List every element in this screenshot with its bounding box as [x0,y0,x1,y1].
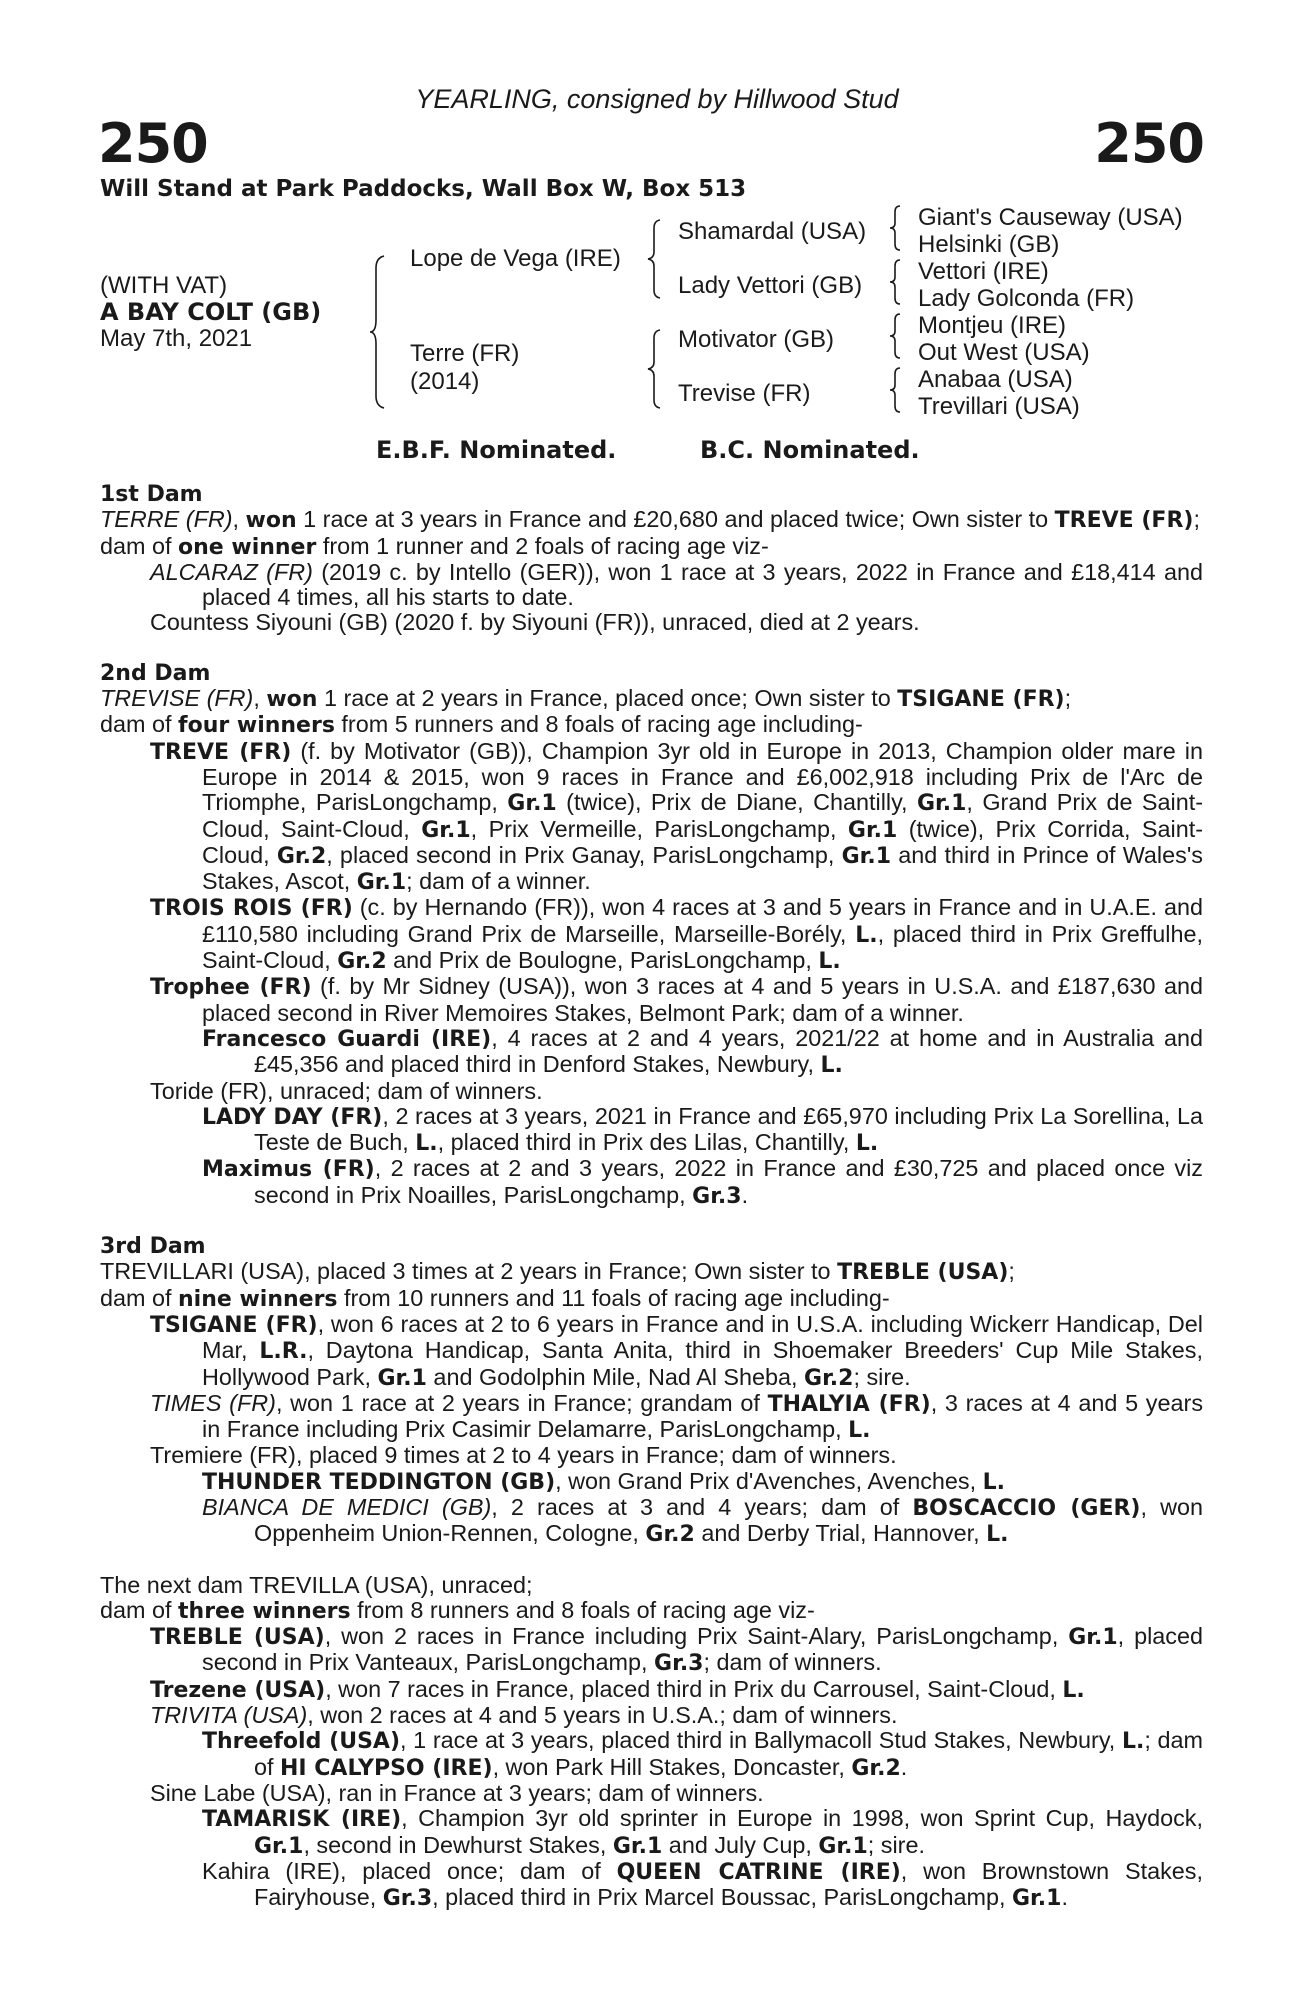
section-heading: 2nd Dam [100,660,211,686]
produce-entry: TROIS ROIS (FR) (c. by Hernando (FR)), won 4 races at 3 and 5 years in France and in U.A.E. and £110,580 including Grand Prix de Marseille, Marseille-Borély, L., placed third in Prix Greffulhe, Saint-Cloud, Gr.2 and Prix de Boulogne, ParisLongchamp, L. [150,894,1203,975]
pedigree-bracket-g4 [890,366,906,416]
pedigree-dam: Terre (FR) [410,340,520,367]
pedigree-dam-year: (2014) [410,368,480,395]
produce-entry: Maximus (FR), 2 races at 2 and 3 years, 2022 in France and £30,725 and placed once viz second in Prix Noailles, ParisLongchamp, Gr.3. [202,1155,1203,1209]
pedigree-sire-dam: Lady Vettori (GB) [678,272,863,299]
produce-entry: Trophee (FR) (f. by Mr Sidney (USA)), won 3 races at 4 and 5 years in U.S.A. and £187,630 and placed second in River Memoires Stakes, Belmont Park; dam of a winner. [150,973,1203,1026]
pedigree-sire-sire: Shamardal (USA) [678,218,867,245]
section-heading: 1st Dam [100,482,203,507]
produce-entry: dam of one winner from 1 runner and 2 foals of racing age viz- [100,532,769,560]
lot-number-left: 250 [98,112,208,175]
dam-section [100,1573,1203,1912]
produce-entry: TIMES (FR), won 1 race at 2 years in France; grandam of THALYIA (FR), 3 races at 4 and 5 years in France including Prix Casimir Delamarre, ParisLongchamp, L. [150,1389,1204,1444]
pedigree-bracket-g3 [890,312,906,362]
produce-entry: BIANCA DE MEDICI (GB), 2 races at 3 and 4 years; dam of BOSCACCIO (GER), won Oppenheim Union-Rennen, Cologne, Gr.2 and Derby Trial, Hannover, L. [202,1493,1203,1548]
produce-entry: LADY DAY (FR), 2 races at 3 years, 2021 in France and £65,970 including Prix La Sorellina, La Teste de Buch, L., placed third in Prix des Lilas, Chantilly, L. [202,1102,1203,1157]
pedigree-bracket-sire [648,218,670,302]
foaling-date: May 7th, 2021 [100,325,253,352]
pedigree-g3-1: Giant's Causeway (USA) [918,204,1183,231]
produce-entry: Kahira (IRE), placed once; dam of QUEEN CATRINE (IRE), won Brownstown Stakes, Fairyhouse, Gr.3, placed third in Prix Marcel Boussac, ParisLongchamp, Gr.1. [202,1857,1203,1912]
lot-number-right: 250 [1094,112,1204,175]
pedigree-dam-dam: Trevise (FR) [678,380,811,407]
dam-section [100,1234,1203,1548]
produce-entry: TREVISE (FR), won 1 race at 2 years in France, placed once; Own sister to TSIGANE (FR); [100,685,1072,713]
catalogue-body [100,482,1203,1911]
ebf-nominated: E.B.F. Nominated. [376,436,617,464]
pedigree-g3-6: Out West (USA) [918,339,1090,366]
consignment-line: YEARLING, consigned by Hillwood Stud [415,84,899,114]
pedigree-g3-7: Anabaa (USA) [918,366,1073,393]
produce-entry: Francesco Guardi (IRE), 4 races at 2 and 4 years, 2021/22 at home and in Australia and £45,356 and placed third in Denford Stakes, Newbury, L. [202,1024,1203,1079]
produce-entry: Countess Siyouni (GB) (2020 f. by Siyouni (FR)), unraced, died at 2 years. [150,609,920,636]
pedigree-bracket-dam [648,328,670,412]
produce-entry: TSIGANE (FR), won 6 races at 2 to 6 years in France and in U.S.A. including Wickerr Handicap, Del Mar, L.R., Daytona Handicap, Santa Anita, third in Shoemaker Breeders' Cup Mile Stakes, Hollywood Park, Gr.1 and Godolphin Mile, Nad Al Sheba, Gr.2; sire. [150,1310,1203,1391]
produce-entry: Tremiere (FR), placed 9 times at 2 to 4 years in France; dam of winners. [150,1442,897,1469]
produce-entry: THUNDER TEDDINGTON (GB), won Grand Prix d'Avenches, Avenches, L. [202,1467,1006,1495]
bc-nominated: B.C. Nominated. [700,436,920,464]
produce-entry: Toride (FR), unraced; dam of winners. [150,1077,543,1104]
produce-entry: ALCARAZ (FR) (2019 c. by Intello (GER)), won 1 race at 3 years, 2022 in France and £18,414 and placed 4 times, all his starts to date. [150,558,1203,611]
pedigree-g3-3: Vettori (IRE) [918,258,1049,285]
produce-entry: Threefold (USA), 1 race at 3 years, placed third in Ballymacoll Stud Stakes, Newbury, L.; dam of HI CALYPSO (IRE), won Park Hill Stakes, Doncaster, Gr.2. [202,1727,1204,1781]
pedigree-g3-4: Lady Golconda (FR) [918,285,1135,312]
produce-entry: The next dam TREVILLA (USA), unraced; [100,1571,533,1598]
pedigree-bracket-g2 [890,258,906,308]
dam-section [100,482,1203,636]
section-heading: 3rd Dam [100,1234,206,1260]
dam-section [100,661,1203,1209]
produce-entry: dam of nine winners from 10 runners and 11 foals of racing age including- [100,1284,890,1312]
produce-entry: TREVE (FR) (f. by Motivator (GB)), Champion 3yr old in Europe in 2013, Champion older mare in Europe in 2014 & 2015, won 9 races in France and £6,002,918 including Prix de l'Arc de Triomphe, ParisLongchamp, Gr.1 (twice), Prix de Diane, Chantilly, Gr.1, Grand Prix de Saint-Cloud, Saint-Cloud, Gr.1, Prix Vermeille, ParisLongchamp, Gr.1 (twice), Prix Corrida, Saint-Cloud, Gr.2, placed second in Prix Ganay, ParisLongchamp, Gr.1 and third in Prince of Wales's Stakes, Ascot, Gr.1; dam of a winner. [150,737,1204,896]
pedigree-g3-5: Montjeu (IRE) [918,312,1067,339]
produce-entry: TAMARISK (IRE), Champion 3yr old sprinter in Europe in 1998, won Sprint Cup, Haydock, Gr.1, second in Dewhurst Stakes, Gr.1 and July Cup, Gr.1; sire. [202,1805,1203,1859]
stand-location: Will Stand at Park Paddocks, Wall Box W, Box 513 [100,176,747,202]
pedigree-bracket-main [370,254,394,410]
pedigree-g3-8: Trevillari (USA) [918,393,1080,420]
produce-entry: Sine Labe (USA), ran in France at 3 years; dam of winners. [150,1779,764,1806]
pedigree-g3-2: Helsinki (GB) [918,231,1060,258]
produce-entry: dam of three winners from 8 runners and 8 foals of racing age viz- [100,1596,815,1624]
pedigree-sire: Lope de Vega (IRE) [410,245,621,272]
vat-note: (WITH VAT) [100,272,228,299]
produce-entry: TRIVITA (USA), won 2 races at 4 and 5 years in U.S.A.; dam of winners. [150,1702,898,1729]
pedigree-dam-sire: Motivator (GB) [678,326,835,353]
produce-entry: dam of four winners from 5 runners and 8 foals of racing age including- [100,711,863,739]
produce-entry: TREBLE (USA), won 2 races in France including Prix Saint-Alary, ParisLongchamp, Gr.1, placed second in Prix Vanteaux, ParisLongchamp, Gr.3; dam of winners. [150,1623,1204,1677]
produce-entry: TERRE (FR), won 1 race at 3 years in France and £20,680 and placed twice; Own sister to TREVE (FR); [100,506,1200,534]
produce-entry: Trezene (USA), won 7 races in France, placed third in Prix du Carrousel, Saint-Cloud, L. [150,1675,1085,1703]
pedigree-bracket-g1 [890,204,906,254]
subject-name: A BAY COLT (GB) [100,298,322,326]
produce-entry: TREVILLARI (USA), placed 3 times at 2 years in France; Own sister to TREBLE (USA); [100,1258,1015,1286]
